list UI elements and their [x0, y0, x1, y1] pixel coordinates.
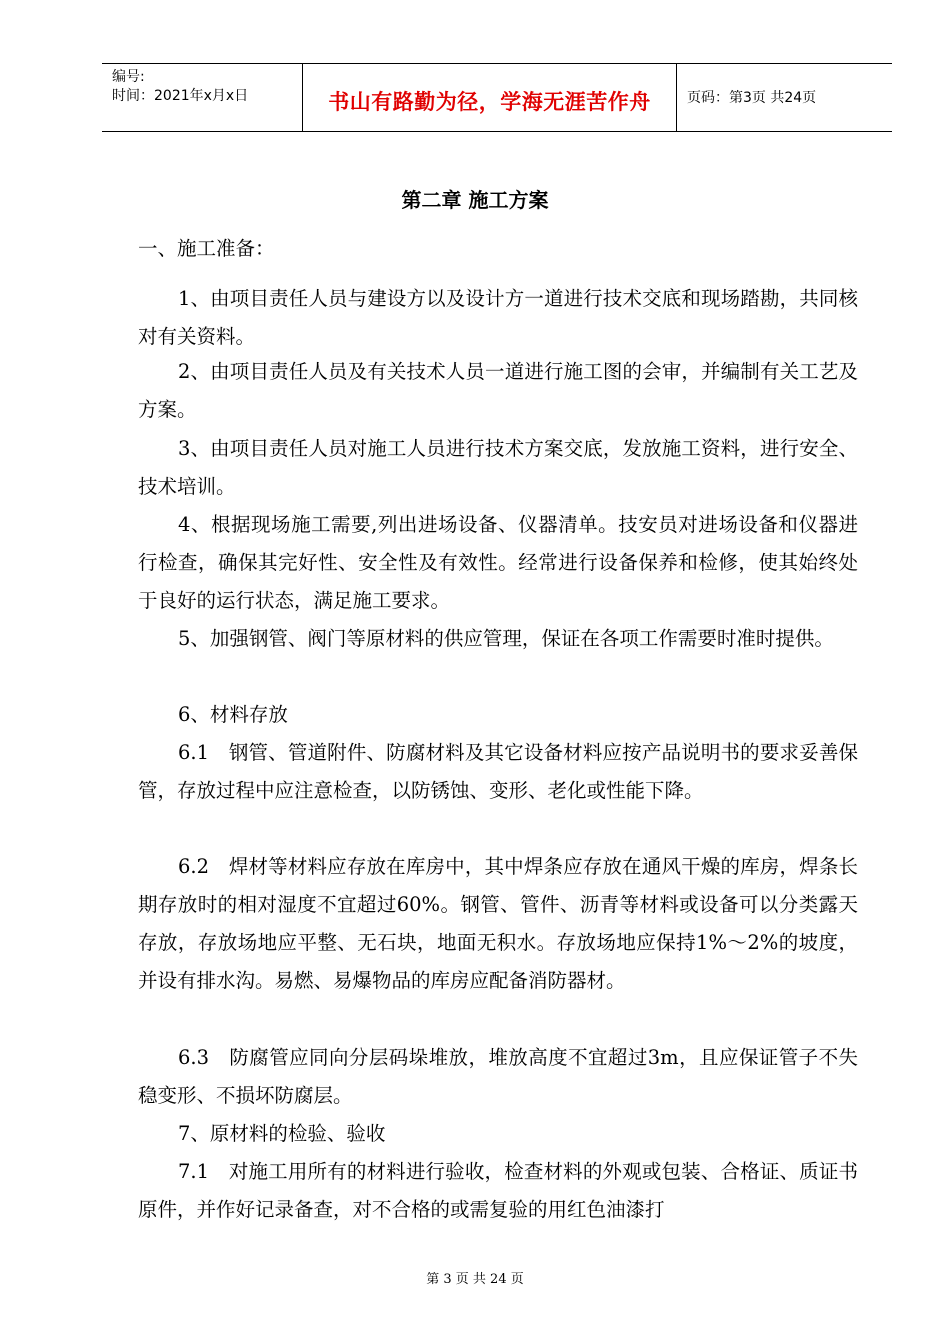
page-footer: 第 3 页 共 24 页 — [426, 1272, 524, 1287]
chapter-title: 第二章 施工方案 — [401, 188, 549, 212]
paragraph-7: 7、原材料的检验、验收 — [178, 1122, 386, 1145]
header-right-cell — [677, 64, 892, 131]
number-label: 编号: — [112, 69, 145, 85]
paragraph-6: 6、材料存放 — [178, 703, 288, 726]
paragraph-1: 1、由项目责任人员与建设方以及设计方一道进行技术交底和现场踏勘，共同核对有关资料。 — [138, 287, 858, 348]
motto-text: 书山有路勤为径，学海无涯苦作舟 — [328, 90, 651, 114]
paragraph-4: 4、根据现场施工需要,列出进场设备、仪器清单。技安员对进场设备和仪器进行检查，确保其完好性、安全性及有效性。经常进行设备保养和检修，使其始终处于良好的运行状态，满足施工要求。 — [138, 513, 858, 612]
page-code: 页码：第3页 共24页 — [687, 90, 817, 106]
paragraph-6-1: 6.1 钢管、管道附件、防腐材料及其它设备材料应按产品说明书的要求妥善保管，存放过程中应注意检查，以防锈蚀、变形、老化或性能下降。 — [138, 741, 858, 802]
paragraph-5: 5、加强钢管、阀门等原材料的供应管理，保证在各项工作需要时准时提供。 — [178, 627, 834, 650]
document-header — [102, 63, 892, 132]
paragraph-2: 2、由项目责任人员及有关技术人员一道进行施工图的会审，并编制有关工艺及方案。 — [138, 360, 858, 421]
header-left-cell — [102, 64, 303, 131]
section-heading: 一、施工准备： — [138, 237, 275, 260]
paragraph-6-3: 6.3 防腐管应同向分层码垛堆放，堆放高度不宜超过3m，且应保证管子不失稳变形、不损坏防腐层。 — [138, 1046, 858, 1107]
header-middle-cell — [303, 64, 677, 131]
time-label: 时间：2021年x月x日 — [112, 88, 249, 104]
paragraph-3: 3、由项目责任人员对施工人员进行技术方案交底，发放施工资料，进行安全、技术培训。 — [138, 437, 858, 498]
paragraph-6-2: 6.2 焊材等材料应存放在库房中，其中焊条应存放在通风干燥的库房，焊条长期存放时的相对湿度不宜超过60%。钢管、管件、沥青等材料或设备可以分类露天存放，存放场地应平整、无石块，地面无积水。存放场地应保持1%～2%的坡度，并设有排水沟。易燃、易爆物品的库房应配备消防器材。 — [138, 855, 858, 992]
paragraph-7-1: 7.1 对施工用所有的材料进行验收，检查材料的外观或包装、合格证、质证书原件，并作好记录备查，对不合格的或需复验的用红色油漆打 — [138, 1160, 858, 1221]
